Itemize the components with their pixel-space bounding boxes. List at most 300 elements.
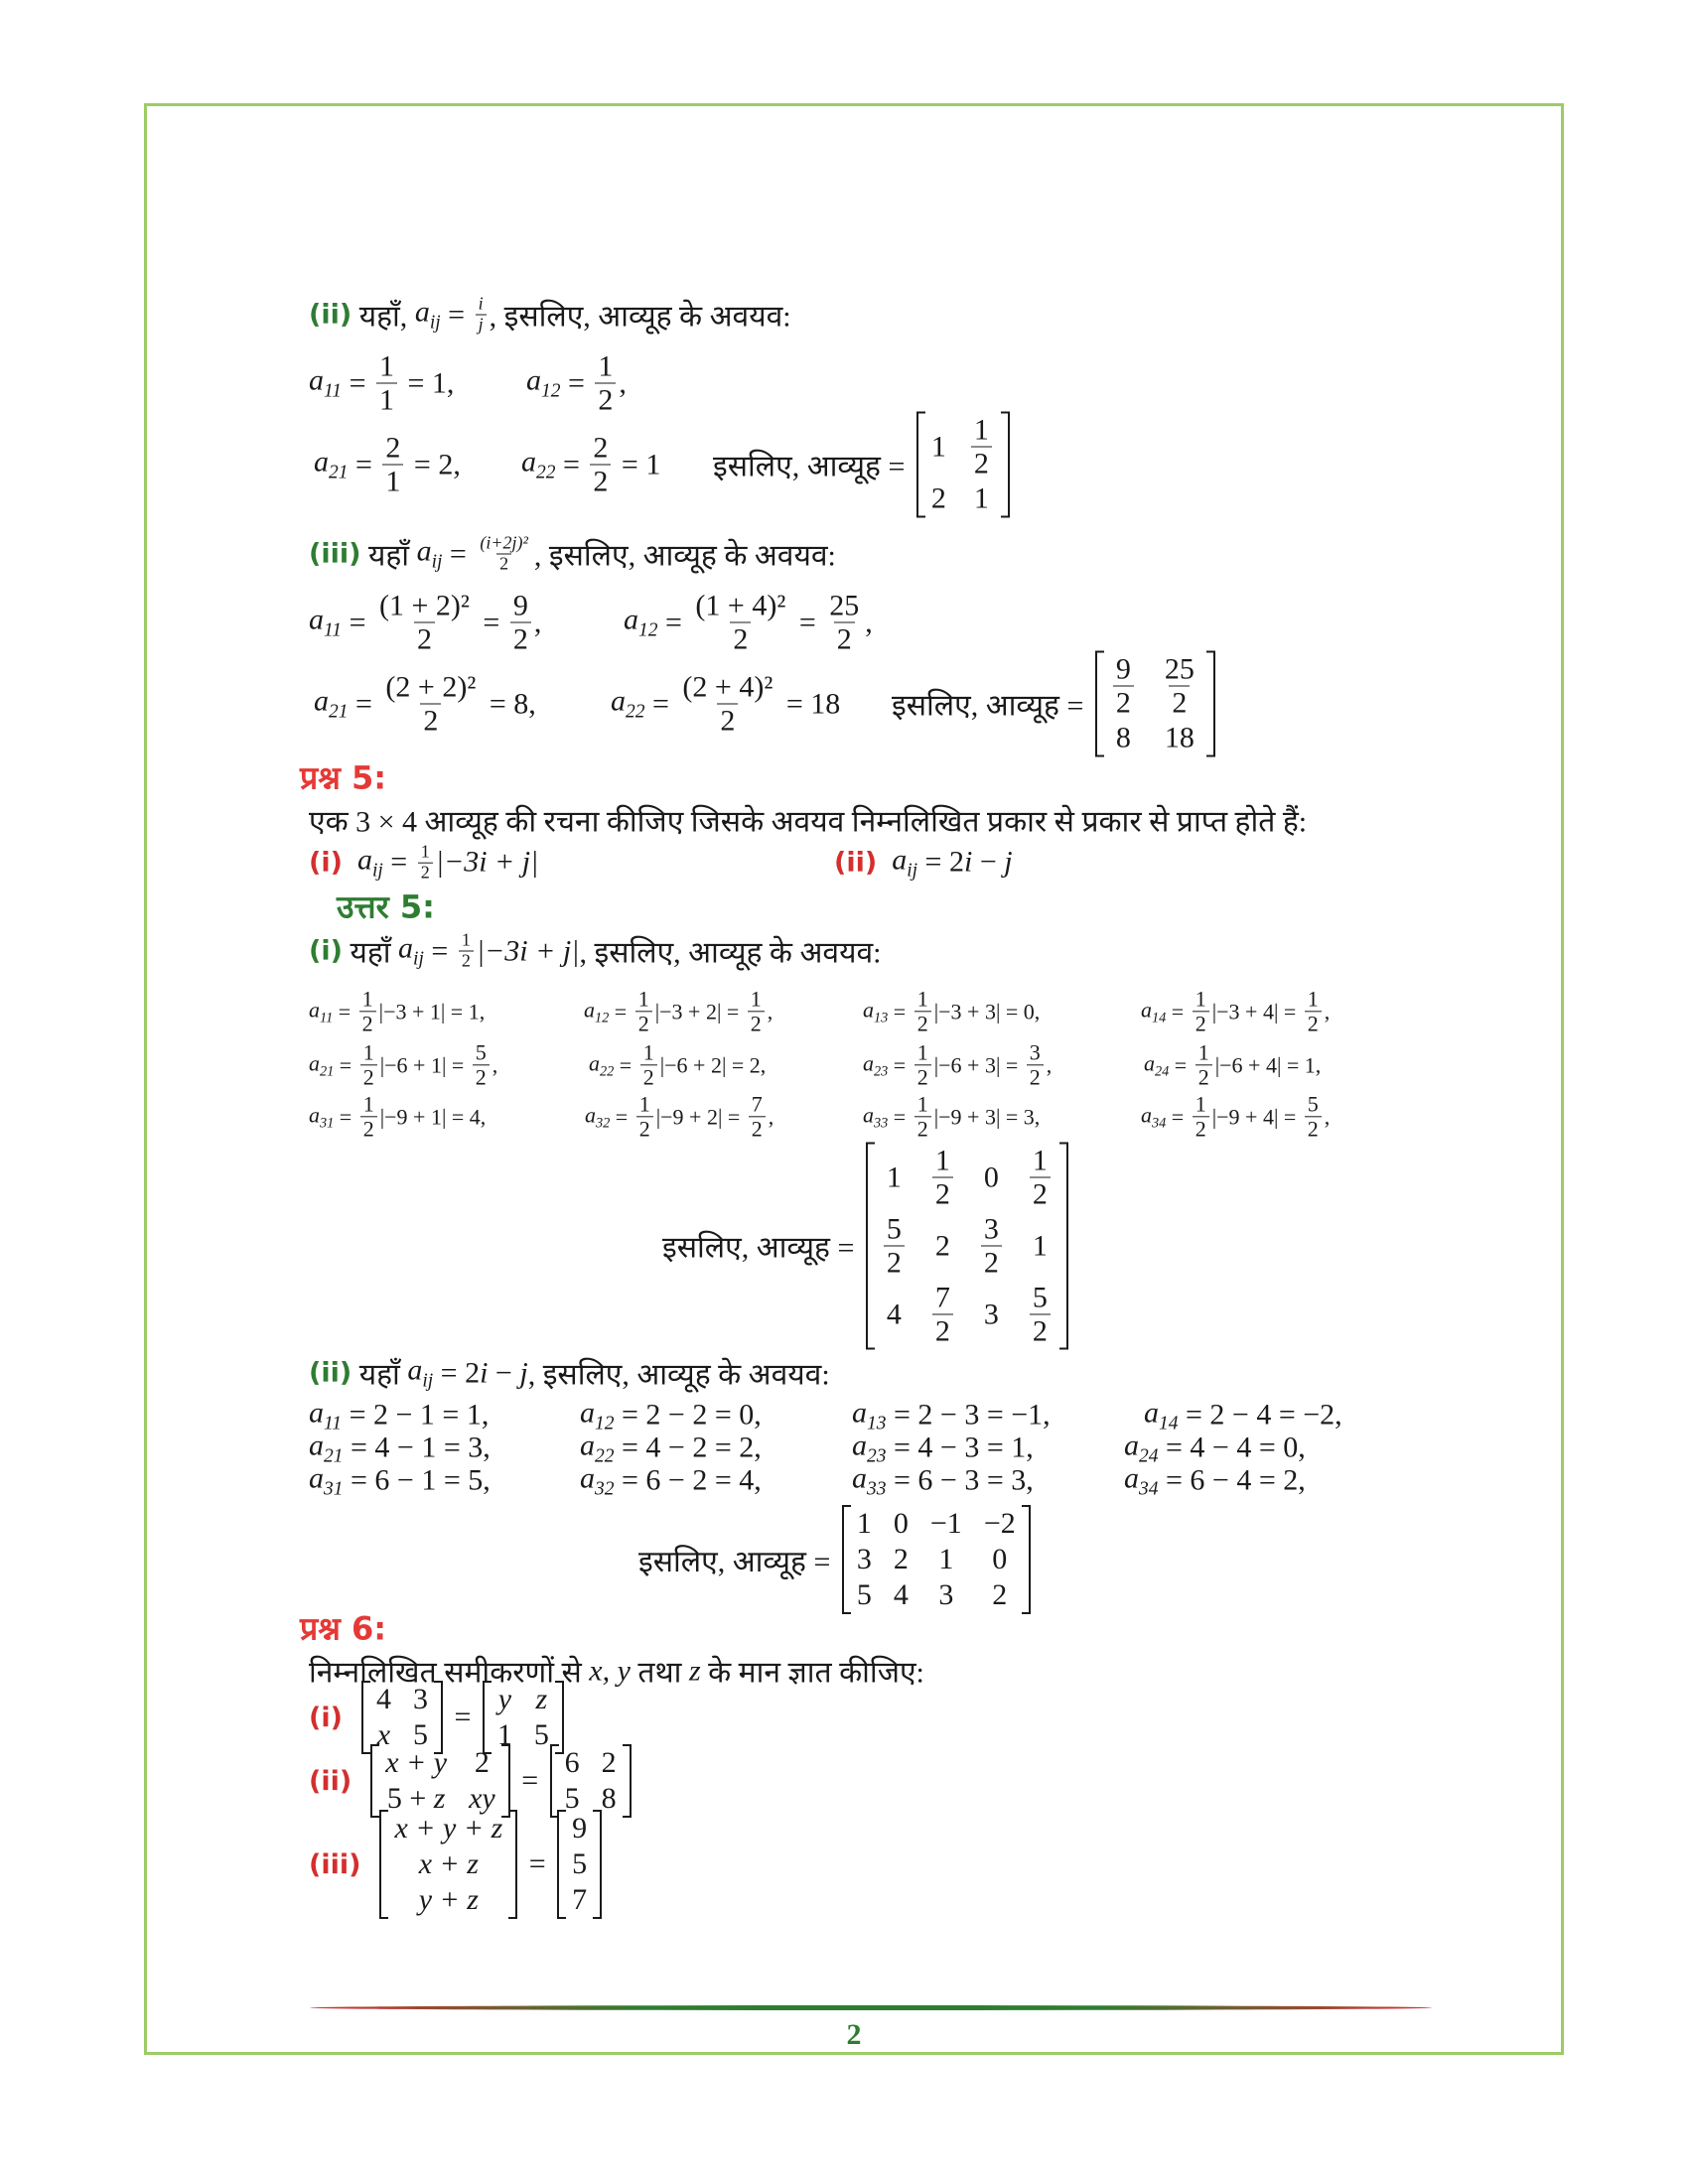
math-text: 1 [598,349,614,383]
math-text: 2 [1197,1064,1209,1090]
fraction-denominator [418,863,433,884]
document-line [0,413,1688,515]
math-italic-text: x, y [589,1654,631,1687]
fraction [360,1040,377,1089]
matrix-right-bracket [623,1744,632,1818]
math-text: 2 [1115,686,1131,720]
question-heading: प्रश्न 5: [300,758,387,797]
math-text: 0 [983,1160,999,1193]
math-text: 2 [593,465,609,498]
math-text: = [644,687,677,720]
fraction [360,1092,377,1141]
math-variable [1124,1462,1159,1501]
part-label: (ii) [309,1765,352,1797]
fraction-numerator [376,350,397,383]
matrix-cell [1033,1229,1048,1263]
fraction-numerator [1113,653,1134,686]
math-text: 2 [934,1177,950,1211]
document-line [0,349,1688,417]
matrix-cell [572,1883,587,1917]
math-text: 2 [1307,1011,1319,1036]
matrix-cell [1110,653,1137,720]
fraction [418,843,433,884]
math-text: = 1, [399,366,455,399]
fraction-numerator [510,590,531,622]
fraction-denominator [1305,1012,1322,1036]
math-text: = [333,999,356,1024]
math-text: , [492,1052,498,1077]
variable-subscript: 11 [324,1413,343,1434]
math-text: 3 [983,1212,999,1246]
equation [1141,987,1330,1035]
math-text: = [791,606,824,638]
fraction [932,1145,953,1211]
fraction-numerator [459,931,474,951]
fraction [459,931,474,972]
variable-subscript: 13 [874,1010,889,1025]
fraction-numerator [477,534,531,554]
math-text: 2 [601,1746,617,1779]
fraction-numerator [1030,1282,1051,1314]
fraction-numerator [476,295,487,315]
math-text: 2 [992,1578,1008,1611]
math-text: , [767,999,774,1024]
math-text: 3 [412,1683,428,1715]
fraction [748,987,765,1035]
matrix-right-bracket [1001,412,1010,518]
math-text: 8 [601,1782,617,1815]
math-text: 2 [593,431,609,465]
variable-subscript: 11 [320,1010,334,1025]
math-text: = [610,1104,633,1129]
math-text: 9 [572,1812,588,1844]
fraction-denominator [1169,686,1190,720]
math-text: 1 [1197,1039,1209,1065]
math-text: 1 [1032,1229,1048,1262]
math-text: 2 [420,862,430,883]
math-variable [357,844,383,883]
document-line [0,1812,1688,1916]
math-variable [407,1354,433,1393]
math-text: , [865,606,873,638]
fraction-denominator [590,465,611,498]
variable-subscript: 12 [595,1413,615,1434]
math-italic-text: i [478,293,484,314]
math-text: 9 [512,589,528,622]
variable-name: a [580,1429,595,1462]
matrix-cell [894,1507,909,1541]
matrix-cell [881,1213,908,1280]
matrix-left-bracket [379,1810,388,1919]
math-text: 1 [496,1718,512,1751]
matrix-body [1104,651,1206,757]
fraction-numerator [932,1282,953,1314]
fraction-numerator [826,590,862,622]
math-text: = 4 − 4 = 0, [1158,1432,1306,1464]
math-italic-text: x + y + z [394,1812,503,1844]
math-text: 1 [973,413,989,447]
fraction-numerator [635,987,652,1011]
math-text: 5 [1307,1091,1319,1117]
math-text: 5 + [386,1782,434,1815]
math-text: −2 [983,1507,1016,1540]
fraction-denominator [717,704,738,738]
math-text [343,846,357,880]
math-text: 1 [362,1039,374,1065]
fraction-numerator [749,1092,766,1116]
math-variable [417,535,443,574]
math-text [343,1701,357,1734]
matrix-cell [1027,1145,1054,1211]
math-text: 8 [1115,721,1131,754]
matrix-cell [857,1578,872,1612]
math-text: इसलिए, आव्यूह = [892,689,1091,723]
math-text: = 2 − 2 = 0, [614,1399,762,1432]
equation [584,987,773,1035]
variable-subscript: ij [422,1370,434,1392]
variable-subscript: 21 [329,462,349,483]
math-variable [611,685,645,724]
math-variable [309,997,333,1026]
variable-subscript: 22 [536,462,556,483]
math-text: 2 [836,622,852,656]
math-text: = 2, [406,448,461,480]
equation [1141,1092,1330,1141]
math-text: = 1 [614,448,661,480]
math-italic-text: x + y [385,1746,448,1779]
variable-name: a [1124,1461,1139,1495]
math-text: |−3 + 2| = [654,999,745,1024]
page-number: 2 [846,2018,862,2051]
math-text: = [446,1701,479,1733]
fraction-numerator [418,843,433,863]
math-text: 5 [533,1718,549,1751]
math-text: − [972,846,1005,879]
fraction-denominator [1030,1177,1051,1211]
fraction-denominator [640,1065,657,1090]
fraction-denominator [1193,1012,1209,1036]
variable-subscript: 31 [320,1115,335,1131]
fraction-denominator [914,1117,931,1142]
fraction-denominator [360,1117,377,1142]
fraction-denominator [414,622,435,656]
math-text: निम्नलिखित समीकरणों से [309,1656,590,1690]
math-text: 2 [475,1064,487,1090]
variable-subscript: 22 [626,701,645,723]
equation [309,295,791,336]
variable-subscript: 23 [867,1445,887,1467]
variable-name: a [863,1050,874,1075]
matrix [370,1744,510,1818]
document-line [0,1353,1688,1392]
math-text: 5 [564,1782,580,1815]
matrix-left-bracket [1095,651,1104,757]
matrix-cell [931,482,946,516]
matrix-cell [565,1746,580,1780]
math-text: 2 [973,447,989,480]
math-text: = [614,1052,637,1077]
math-variable [526,364,561,403]
fraction-numerator [640,1040,657,1064]
fraction [1305,987,1322,1035]
equation [337,886,435,928]
math-text: 1 [856,1507,872,1540]
math-text: = [657,606,690,638]
math-variable [580,1462,615,1501]
fraction [1030,1282,1051,1348]
fraction-denominator [971,447,992,480]
math-text: |−6 + 4| = 1, [1214,1052,1322,1077]
math-text: 25 [1164,652,1195,686]
fraction [826,590,862,656]
math-text: 5 [412,1718,428,1751]
matrix-right-bracket [1022,1505,1031,1614]
matrix-right-bracket [508,1810,517,1919]
fraction-denominator [473,1065,490,1090]
fraction-numerator [376,590,473,622]
math-variable [398,932,424,971]
math-variable [863,1050,888,1080]
matrix-body [851,1505,1022,1614]
math-text: 2 [461,950,471,971]
fraction-denominator [476,315,487,336]
matrix-left-bracket [557,1810,566,1919]
equation [892,651,1219,757]
fraction-denominator [1305,1117,1322,1142]
matrix [483,1681,564,1754]
variable-subscript: 21 [324,1445,344,1467]
math-italic-text: z [535,1683,548,1715]
fraction [981,1213,1002,1280]
matrix-cell [475,1746,490,1780]
variable-name: a [852,1396,867,1430]
equation [309,1092,486,1141]
math-text: = [342,366,373,399]
matrix-cell [1165,722,1195,755]
math-variable [584,997,609,1026]
fraction [1027,1040,1044,1089]
math-variable [585,1102,610,1132]
math-variable [309,364,342,403]
math-text: , [533,606,542,638]
math-text: यहाँ [360,539,417,573]
matrix-cell [935,1229,950,1263]
document-line [0,1507,1688,1611]
matrix-cell [572,1812,587,1845]
fraction [636,1092,653,1141]
document-line [0,589,1688,656]
matrix-cell [984,1297,999,1331]
part-label: (i) [309,847,343,879]
fraction [376,590,473,656]
math-text: 1 [461,929,471,950]
math-text: 2 [983,1246,999,1280]
math-variable [863,997,888,1026]
equation [309,843,538,884]
matrix-cell [857,1507,872,1541]
math-text: −1 [929,1507,962,1540]
math-variable [309,1462,344,1501]
math-text: 2 [385,431,401,465]
matrix-body [370,1681,434,1754]
fraction [1030,1145,1051,1211]
math-text [877,846,892,880]
math-text: = [513,1764,546,1797]
math-text: 7 [572,1883,588,1916]
matrix-body [566,1810,593,1919]
equation [521,432,660,498]
variable-subscript: 12 [595,1010,610,1025]
math-text: 1 [1307,986,1319,1012]
equation [863,1092,1040,1141]
math-text: 2 [1195,1011,1206,1036]
variable-subscript: 34 [1152,1115,1167,1131]
math-text: 7 [934,1281,950,1314]
fraction-denominator [730,622,751,656]
math-text: 2 [916,1116,928,1142]
equation [309,1810,606,1919]
variable-subscript: 32 [596,1115,611,1131]
fraction [1305,1092,1322,1141]
math-text: = [423,934,456,967]
fraction-numerator [590,432,611,465]
math-text: यहाँ [352,1358,408,1392]
fraction-numerator [1030,1145,1051,1177]
matrix-cell [376,1683,391,1716]
variable-name: a [863,1102,874,1127]
fraction [914,987,931,1035]
math-text: = 4 − 1 = 3, [343,1432,491,1464]
math-text: 2 [720,704,736,738]
math-text: तथा [630,1656,689,1690]
math-text: , [1324,1104,1331,1129]
equation [300,1607,386,1650]
fraction [932,1282,953,1348]
math-italic-text: z [688,1654,701,1687]
math-text: 1 [420,841,430,862]
variable-subscript: 24 [1155,1063,1170,1079]
fraction-numerator [1196,1040,1212,1064]
math-italic-text: i [480,1356,489,1389]
variable-name: a [585,1102,596,1127]
fraction [359,987,376,1035]
matrix-right-bracket [501,1744,510,1818]
math-variable [863,1102,888,1132]
matrix-cell [894,1543,909,1576]
variable-subscript: 34 [1139,1478,1159,1500]
math-text: इसलिए, आव्यूह = [638,1545,838,1578]
equation [1124,1462,1306,1501]
math-italic-text: z [433,1782,446,1815]
matrix [379,1810,517,1919]
math-text: 1 [916,1039,928,1065]
equation [309,534,836,575]
matrix-cell [938,1543,953,1576]
part-label: (i) [309,935,343,967]
fraction-numerator [914,1092,931,1116]
math-text: 5 [572,1847,588,1880]
question-heading: उत्तर 5: [337,887,435,926]
math-text: 1 [886,1160,902,1193]
matrix-left-bracket [916,412,925,518]
math-text: 2 [934,1314,950,1348]
math-text: , इसलिए, आव्यूह के अवयव: [579,936,882,970]
math-text: , इसलिए, आव्यूह के अवयव: [533,539,836,573]
fraction [749,1092,766,1141]
math-text: = 6 − 2 = 4, [614,1464,762,1497]
math-text: 2 [1307,1116,1319,1142]
variable-name: a [309,1461,324,1495]
variable-subscript: 14 [1152,1010,1167,1025]
math-italic-text: j [1004,846,1013,879]
fraction-denominator [1193,1117,1209,1142]
math-text: 1 [973,481,989,515]
document-line [0,1683,1688,1751]
math-text: 2 [916,1011,928,1036]
math-italic-text: i [963,846,973,879]
document-line [0,887,1688,926]
fraction-numerator [359,987,376,1011]
math-text: |−9 + 2| = [655,1104,746,1129]
variable-subscript: 24 [1139,1445,1159,1467]
variable-name: a [407,1353,423,1387]
math-text: 5 [856,1578,872,1611]
equation [309,1040,497,1089]
variable-subscript: ij [907,860,918,882]
matrix-right-bracket [555,1681,564,1754]
equation [309,800,1307,841]
equation [585,1092,774,1141]
fraction [884,1213,905,1280]
matrix-cell [572,1847,587,1881]
fraction-denominator [636,1117,653,1142]
math-text: = 6 − 1 = 5, [343,1464,491,1497]
document-line [0,986,1688,1036]
fraction-denominator [1030,1314,1051,1348]
math-text: 2 [733,622,749,656]
matrix-left-bracket [370,1744,379,1818]
math-text: 1 [637,986,649,1012]
fraction [1193,987,1209,1035]
math-text: 2 [1195,1116,1206,1142]
math-text: = 2 − 1 = 1, [342,1399,490,1432]
equation [580,1462,762,1501]
variable-name: a [309,1050,320,1075]
fraction-numerator [1193,1092,1209,1116]
math-text: 1 [378,349,394,383]
matrix-cell [992,1543,1007,1576]
math-text: यहाँ [342,936,399,970]
fraction-denominator [359,1012,376,1036]
fraction-numerator [914,1040,931,1064]
document-line [0,1039,1688,1090]
matrix-cell [1116,722,1131,755]
math-text: 5 [1032,1281,1048,1314]
variable-name: a [398,931,414,965]
matrix-cell [929,1282,956,1348]
matrix-left-bracket [361,1681,370,1754]
equation [309,1681,568,1754]
variable-name: a [314,445,329,478]
fraction [1113,653,1134,720]
equation [309,1353,830,1394]
document-line [0,1144,1688,1348]
math-text: = [521,1847,554,1880]
fraction-numerator [1027,1040,1044,1064]
variable-subscript: 23 [874,1063,889,1079]
fraction-denominator [914,1065,931,1090]
matrix-left-bracket [842,1505,851,1614]
